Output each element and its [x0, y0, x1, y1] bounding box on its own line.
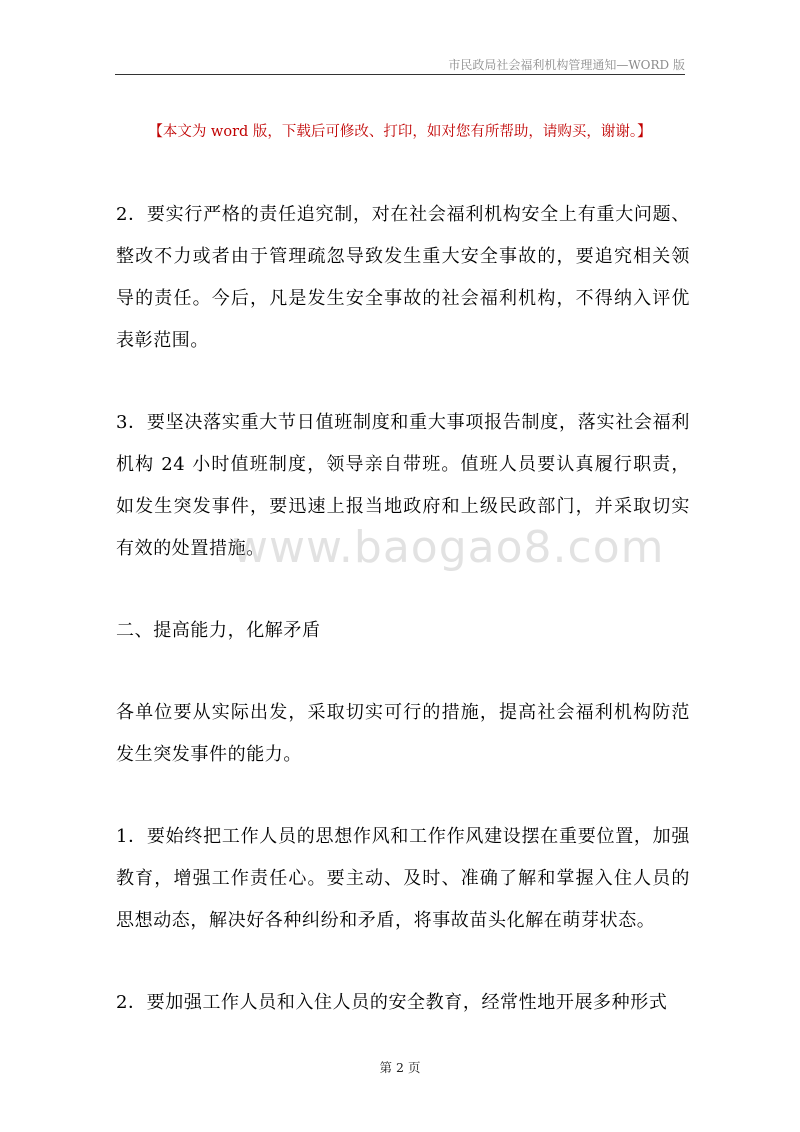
paragraph-item-3: 3．要坚决落实重大节日值班制度和重大事项报告制度，落实社会福利机构 24 小时值班制度，领导亲自带班。值班人员要认真履行职责，如发生突发事件，要迅速上报当地政府和上级民政部门，并采取切实有效的处置措施。 — [116, 412, 690, 559]
paragraph-item-1: 1．要始终把工作人员的思想作风和工作作风建设摆在重要位置，加强教育，增强工作责任心。要主动、及时、准确了解和掌握入住人员的思想动态，解决好各种纠纷和矛盾，将事故苗头化解在萌芽状态。 — [116, 826, 690, 931]
document-body — [116, 194, 690, 1064]
section-heading: 二、提高能力，化解矛盾 — [116, 620, 321, 641]
paragraph-item-2: 2．要实行严格的责任追究制，对在社会福利机构安全上有重大问题、整改不力或者由于管理疏忽导致发生重大安全事故的，要追究相关领导的责任。今后，凡是发生安全事故的社会福利机构，不得纳入评优表彰范围。 — [116, 204, 690, 351]
page-header — [115, 52, 685, 75]
section-intro: 各单位要从实际出发，采取切实可行的措施，提高社会福利机构防范发生突发事件的能力。 — [116, 702, 690, 765]
page-number: 第 2 页 — [379, 1060, 421, 1075]
header-title: 市民政局社会福利机构管理通知—WORD 版 — [448, 58, 685, 72]
paragraph-item-2-continued: 2．要加强工作人员和入住人员的安全教育，经常性地开展多种形式 — [116, 992, 668, 1013]
download-notice: 【本文为 word 版，下载后可修改、打印，如对您有所帮助，请购买，谢谢。】 — [148, 124, 652, 140]
watermark: www.baogao8.com — [232, 522, 665, 573]
